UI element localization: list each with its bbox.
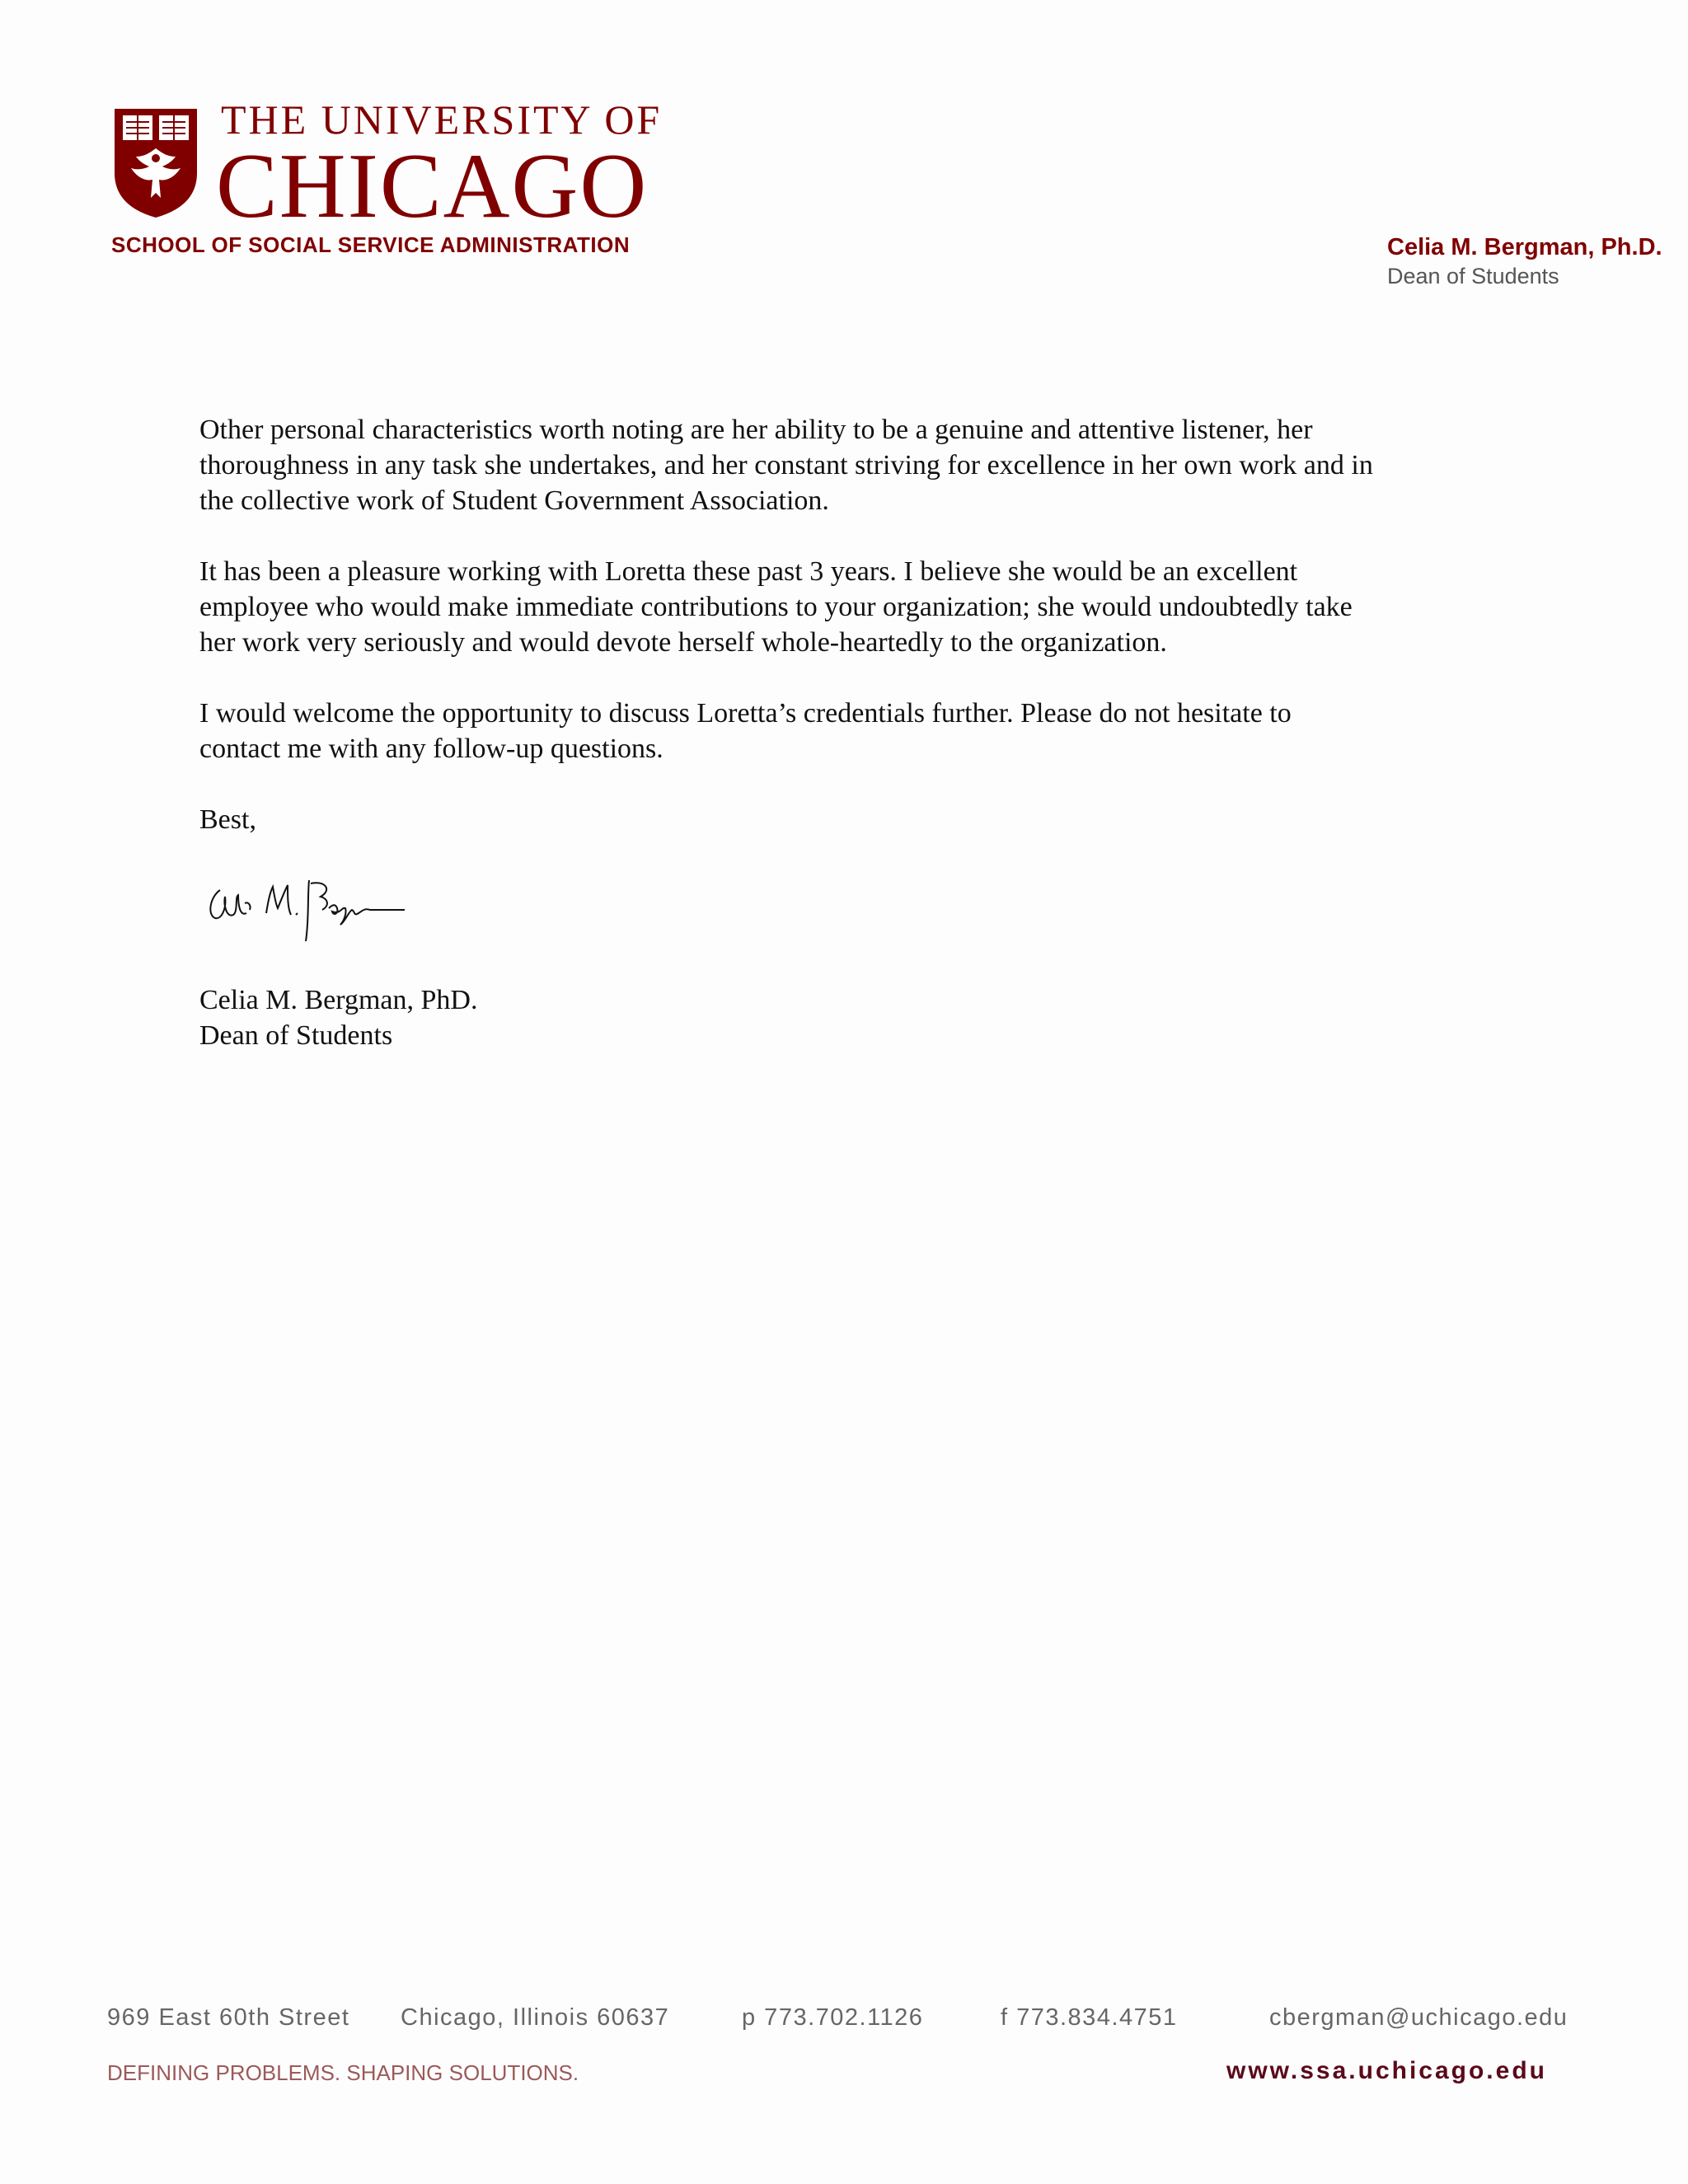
footer-fax: f 773.834.4751 (1001, 2004, 1178, 2031)
footer-city: Chicago, Illinois 60637 (401, 2004, 670, 2031)
body-paragraph: I would welcome the opportunity to discuss Loretta’s credentials further. Please do not hesitate to contact me with any follow-up questions. (199, 698, 1292, 764)
signature-name: Celia M. Bergman, PhD. (199, 985, 478, 1015)
footer-phone: p 773.702.1126 (742, 2004, 924, 2031)
body-paragraph: It has been a pleasure working with Loretta these past 3 years. I believe she would be an excellent employee who would make immediate contributions to your organization; she would undoubtedly take her work very seriously and would devote herself whole-heartedly to the organization. (199, 556, 1353, 658)
university-name-line2: CHICAGO (216, 135, 649, 237)
handwritten-signature (202, 872, 408, 946)
school-name: SCHOOL OF SOCIAL SERVICE ADMINISTRATION (111, 232, 631, 257)
signature-title: Dean of Students (199, 1020, 393, 1051)
letter-body (199, 412, 1551, 873)
sender-name: Celia M. Bergman, Ph.D. (1387, 234, 1662, 260)
footer-tagline: DEFINING PROBLEMS. SHAPING SOLUTIONS. (107, 2060, 579, 2085)
footer-address: 969 East 60th Street (107, 2004, 350, 2031)
body-paragraph: Other personal characteristics worth noting are her ability to be a genuine and attentive listener, her thoroughness in any task she undertakes, and her constant striving for excellence in her own work and in the collective work of Student Government Association. (199, 415, 1373, 516)
footer-website-link[interactable]: www.ssa.uchicago.edu (1226, 2057, 1547, 2084)
closing-salutation: Best, (199, 804, 256, 835)
university-name-line1: THE UNIVERSITY OF (221, 96, 663, 143)
sender-title: Dean of Students (1387, 264, 1559, 288)
university-seal-icon (111, 105, 200, 221)
footer-email[interactable]: cbergman@uchicago.edu (1269, 2004, 1568, 2031)
